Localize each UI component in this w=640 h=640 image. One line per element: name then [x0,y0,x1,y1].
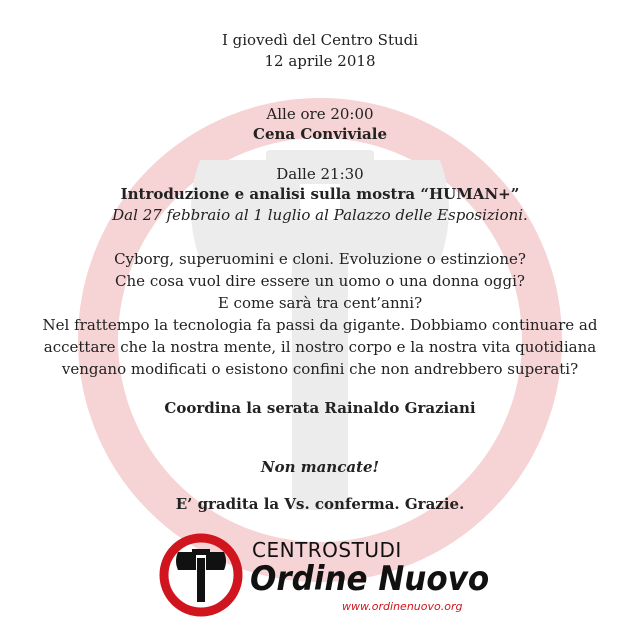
call-to-action: Non mancate! [260,458,380,476]
description-line: Nel frattempo la tecnologia fa passi da gigante. Dobbiamo continuare ad [42,316,598,334]
talk-title: Introduzione e analisi sulla mostra “HUMAN+” [120,185,520,203]
description-line: accettare che la nostra mente, il nostro corpo e la nostra vita quotidiana [43,338,597,356]
description-line: vengano modificati o esistono confini che non andrebbero superati? [61,360,579,378]
dinner-title: Cena Conviviale [253,125,387,143]
description-line: Cyborg, superuomini e cloni. Evoluzione o estinzione? [114,250,526,268]
moderator: Coordina la serata Rainaldo Graziani [164,399,476,417]
logo-url-link[interactable]: www.ordinenuovo.org [342,600,463,613]
logo-main-text: Ordine Nuovo [250,560,490,599]
talk-subtitle: Dal 27 febbraio al 1 luglio al Palazzo delle Esposizioni. [112,206,528,224]
axe-in-circle-icon [158,532,244,618]
description-line: Che cosa vuol dire essere un uomo o una donna oggi? [115,272,525,290]
logo-top-text: CENTROSTUDI [252,538,402,562]
event-series: I giovedì del Centro Studi [221,31,419,49]
centro-studi-logo[interactable] [158,528,498,620]
description-line: E come sarà tra cent’anni? [217,294,423,312]
event-date: 12 aprile 2018 [264,52,376,70]
talk-time: Dalle 21:30 [276,165,364,183]
confirmation-note: E’ gradita la Vs. conferma. Grazie. [175,495,465,513]
dinner-time: Alle ore 20:00 [266,105,374,123]
